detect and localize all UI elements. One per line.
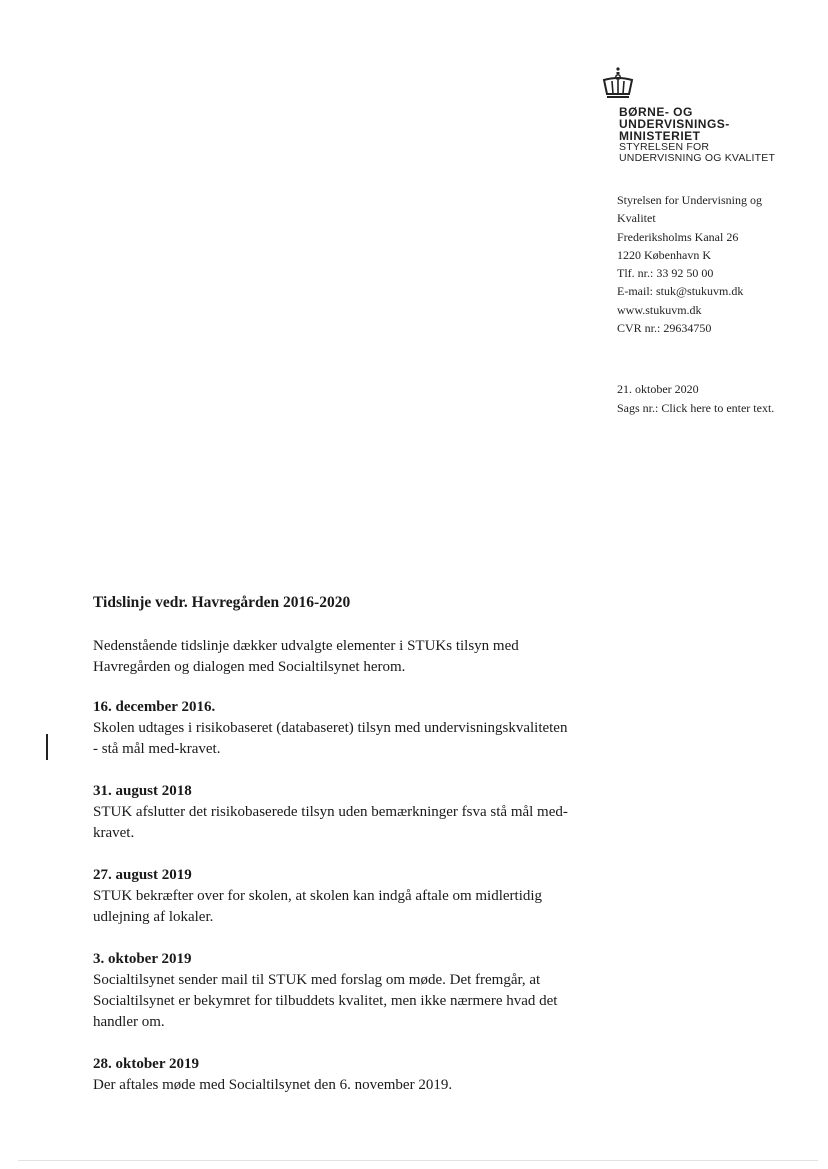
entry-text: STUK afslutter det risikobaserede tilsyn uden bemærkninger fsva stå mål med-kravet. [93, 804, 568, 841]
change-bar [46, 734, 48, 760]
timeline-entry [93, 1054, 573, 1096]
ministry-line-2: UNDERVISNINGS- [619, 117, 730, 131]
contact-phone: Tlf. nr.: 33 92 50 00 [617, 266, 714, 281]
contact-block [617, 191, 797, 337]
document-date: 21. oktober 2020 [617, 382, 699, 396]
entry-date: 16. december 2016. [93, 699, 216, 715]
contact-org: Styrelsen for Undervisning og Kvalitet [617, 193, 762, 226]
timeline-entry [93, 865, 573, 928]
contact-cvr: CVR nr.: 29634750 [617, 321, 712, 336]
contact-email: E-mail: stuk@stukuvm.dk [617, 284, 744, 299]
entry-date: 28. oktober 2019 [93, 1056, 199, 1072]
entry-text: STUK bekræfter over for skolen, at skolen kan indgå aftale om midlertidig udlejning af lokaler. [93, 888, 543, 925]
contact-street: Frederiksholms Kanal 26 [617, 229, 739, 244]
entry-date: 31. august 2018 [93, 783, 192, 799]
meta-block [617, 380, 787, 417]
ministry-name [619, 106, 775, 164]
case-number: Sags nr.: Click here to enter text. [617, 400, 775, 415]
timeline [93, 697, 573, 1117]
agency-line-1: STYRELSEN FOR [619, 141, 710, 153]
contact-web: www.stukuvm.dk [617, 302, 702, 317]
timeline-entry [93, 697, 573, 760]
agency-line-2: UNDERVISNING OG KVALITET [619, 152, 776, 164]
entry-text: Socialtilsynet sender mail til STUK med forslag om møde. Det fremgår, at Socialtilsynet er bekymret for tilbuddets kvalitet, men ikke nærmere hvad det handler om. [93, 972, 558, 1030]
timeline-entry [93, 949, 573, 1033]
ministry-line-3: MINISTERIET [619, 129, 701, 143]
contact-city: 1220 København K [617, 247, 711, 262]
entry-text: Skolen udtages i risikobaseret (databaseret) tilsyn med undervisningskvaliteten - stå mål med-kravet. [93, 720, 568, 757]
crown-logo-icon [601, 66, 637, 102]
entry-date: 3. oktober 2019 [93, 951, 192, 967]
intro-paragraph: Nedenstående tidslinje dækker udvalgte elementer i STUKs tilsyn med Havregården og dialogen med Socialtilsynet herom. [93, 638, 519, 675]
entry-date: 27. august 2019 [93, 867, 192, 883]
timeline-entry [93, 781, 573, 844]
entry-text: Der aftales møde med Socialtilsynet den 6. november 2019. [93, 1077, 453, 1093]
page-edge-line [18, 1160, 818, 1161]
document-title: Tidslinje vedr. Havregården 2016-2020 [93, 594, 351, 611]
ministry-line-1: BØRNE- OG [619, 105, 693, 119]
